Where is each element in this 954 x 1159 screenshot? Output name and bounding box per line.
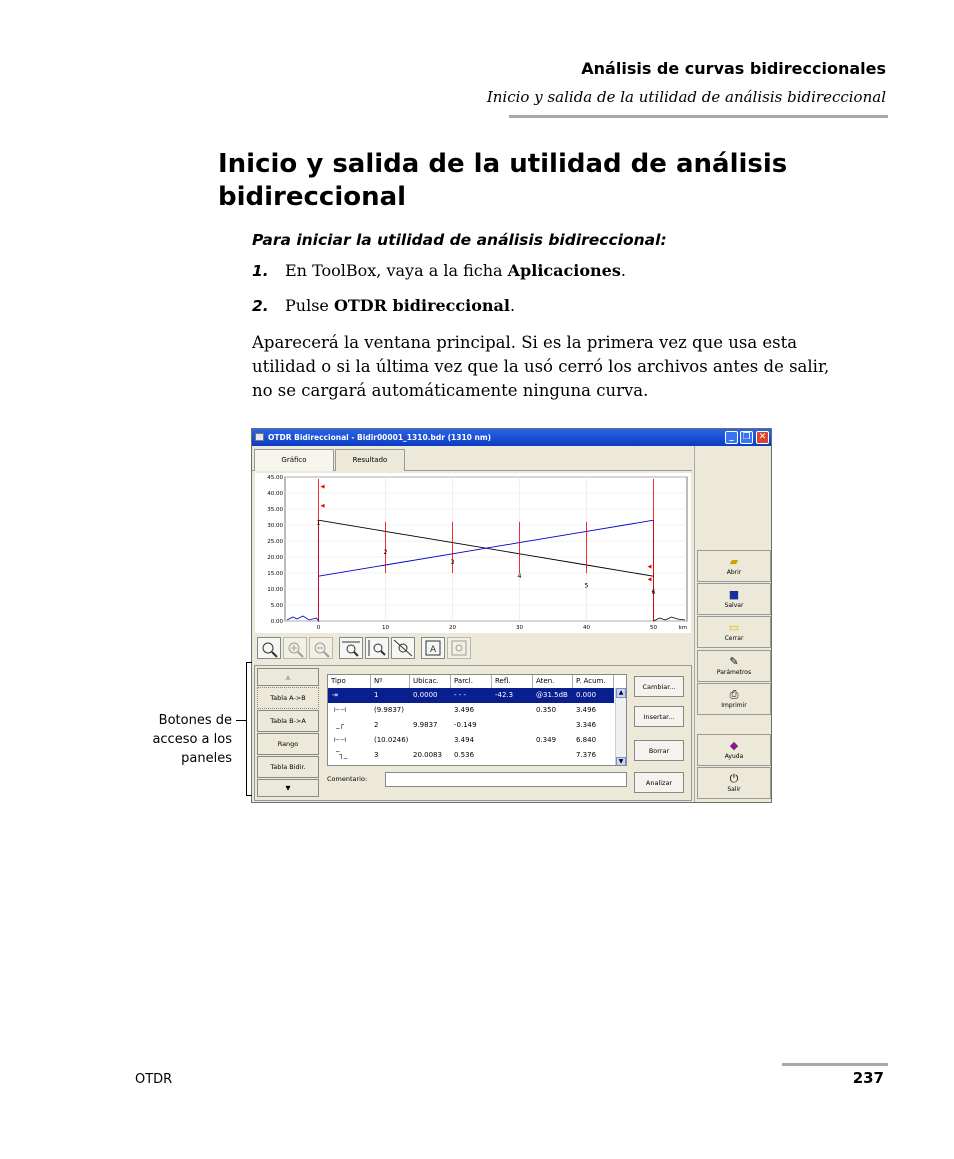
cell-parcl: 3.496 (454, 706, 475, 714)
nav-tabla-bidir[interactable]: Tabla Bidir. (257, 756, 319, 778)
x-unit-label: km (678, 625, 688, 631)
cell-num: (10.0246) (374, 736, 409, 744)
y-tick-label: 25.00 (267, 539, 283, 545)
cell-pacum: 0.000 (576, 691, 597, 699)
x-tick-label: 10 (382, 625, 389, 631)
button-label: Salir (727, 786, 741, 793)
x-tick-label: 50 (650, 625, 657, 631)
plot-area (285, 477, 687, 621)
edit-icon: ✎ (729, 655, 739, 668)
cell-parcl: 0.536 (454, 751, 475, 759)
zoom-toolbar (255, 635, 691, 661)
events-table[interactable] (327, 674, 627, 766)
cambiar-button[interactable]: Cambiar... (634, 676, 684, 697)
app-icon (255, 433, 264, 441)
table-scrollbar[interactable] (615, 688, 626, 766)
nav-tabla-ab[interactable]: Tabla A->B (257, 687, 319, 709)
event-step-up-icon: _┌ (336, 721, 344, 729)
step-text: En ToolBox, vaya a la ficha (285, 261, 508, 280)
comment-label: Comentario: (327, 775, 368, 783)
event-number-label: 3 (450, 558, 455, 567)
button-label: Cerrar (724, 635, 744, 642)
procedure-title: Para iniciar la utilidad de análisis bidireccional: (252, 231, 667, 249)
comment-input[interactable] (385, 772, 627, 787)
section-heading: Inicio y salida de la utilidad de análisis bidireccional (218, 149, 788, 212)
y-tick-label: 15.00 (267, 571, 283, 577)
button-label: Ayuda (724, 753, 744, 760)
tab-grafico[interactable]: Gráfico (254, 449, 334, 471)
cell-num: 2 (374, 721, 379, 729)
cell-pacum: 6.840 (576, 736, 597, 744)
callout-bracket (246, 662, 252, 796)
analizar-button[interactable]: Analizar (634, 772, 684, 793)
col-parcl[interactable]: Parcl. (451, 675, 492, 688)
table-row[interactable] (328, 748, 614, 763)
window-titlebar (252, 429, 771, 446)
tab-bar (252, 446, 692, 471)
event-number-label: 6 (651, 587, 656, 596)
event-number-label: 1 (316, 519, 321, 527)
step-1 (252, 261, 626, 280)
table-row[interactable] (328, 733, 614, 748)
nav-down-arrow-icon[interactable]: ▼ (257, 779, 319, 797)
close-icon[interactable]: ✕ (756, 431, 769, 444)
results-pane (254, 665, 692, 801)
col-refl[interactable]: Refl. (492, 675, 533, 688)
cell-refl: -42.3 (495, 691, 514, 699)
cell-pacum: 7.376 (576, 751, 597, 759)
marker-a-icon[interactable] (421, 637, 445, 659)
save-disk-icon: ■ (728, 588, 740, 601)
abrir-button[interactable] (697, 550, 771, 582)
running-header-chapter: Análisis de curvas bidireccionales (581, 59, 886, 78)
zoom-horizontal-icon[interactable] (339, 637, 363, 659)
cell-parcl: -0.149 (454, 721, 477, 729)
zoom-in-icon[interactable] (283, 637, 307, 659)
scroll-up-icon[interactable]: ▲ (616, 688, 626, 698)
event-number-label: 2 (383, 547, 388, 556)
step-number: 2. (252, 297, 269, 315)
zoom-full-icon[interactable] (391, 637, 415, 659)
event-step-down-icon: ‾┐_ (336, 751, 348, 759)
body-paragraph: Aparecerá la ventana principal. Si es la primera vez que usa esta utilidad o si la última vez que la usó cerró los archivos antes de salir, no se cargará automáticamente ninguna curva. (252, 333, 830, 400)
parametros-button[interactable] (697, 650, 771, 682)
step-number: 1. (252, 262, 269, 280)
zoom-select-icon[interactable] (257, 637, 281, 659)
right-command-panel (694, 446, 772, 802)
event-number-label: 5 (584, 581, 589, 590)
step-bold: OTDR bidireccional (333, 296, 510, 315)
y-tick-label: 40.00 (267, 491, 283, 497)
button-label: Salvar (724, 602, 744, 609)
col-num[interactable]: Nº (371, 675, 410, 688)
cell-num: 3 (374, 751, 379, 759)
open-folder-icon: ▰ (729, 555, 739, 568)
ayuda-button[interactable] (697, 734, 771, 766)
panel-buttons-callout: Botones de acceso a los paneles (152, 713, 232, 766)
y-tick-label: 0.00 (270, 619, 283, 625)
nav-tabla-ba[interactable]: Tabla B->A (257, 710, 319, 732)
col-pacum[interactable]: P. Acum. (573, 675, 614, 688)
minimize-icon[interactable]: _ (725, 431, 738, 444)
col-aten[interactable]: Aten. (533, 675, 573, 688)
marker-settings-icon[interactable] (447, 637, 471, 659)
imprimir-button[interactable] (697, 683, 771, 715)
y-tick-label: 35.00 (267, 507, 283, 513)
window-title: OTDR Bidireccional - Bidir00001_1310.bdr (1310 nm) (268, 433, 492, 442)
cell-ubicac: 20.0083 (413, 751, 442, 759)
cell-parcl: - - - (454, 691, 467, 699)
zoom-out-icon[interactable] (309, 637, 333, 659)
cell-pacum: 3.496 (576, 706, 597, 714)
scroll-down-icon[interactable]: ▼ (616, 757, 626, 766)
x-tick-label: 40 (583, 625, 590, 631)
step-text-end: . (620, 261, 626, 280)
x-tick-label: 30 (516, 625, 523, 631)
page-number: 237 (852, 1069, 884, 1087)
cell-aten: 0.350 (536, 706, 557, 714)
power-icon: ⏻ (729, 772, 739, 785)
cell-num: 1 (374, 691, 379, 699)
event-span-icon: ⊢⊣ (334, 736, 347, 744)
y-tick-label: 5.00 (270, 603, 283, 609)
cell-parcl: 3.494 (454, 736, 475, 744)
event-number-label: 4 (517, 571, 522, 580)
cerrar-button[interactable] (697, 616, 771, 648)
callout-leader-line (236, 720, 246, 721)
running-header-section: Inicio y salida de la utilidad de análisis bidireccional (486, 88, 886, 106)
tab-resultado[interactable]: Resultado (335, 449, 405, 471)
cell-ubicac: 9.9837 (413, 721, 438, 729)
otdr-trace-plot[interactable] (255, 473, 691, 633)
close-folder-icon: ▭ (728, 621, 740, 634)
cell-ubicac: 0.0000 (413, 691, 438, 699)
table-row[interactable] (328, 703, 614, 718)
header-rule (509, 115, 888, 118)
y-tick-label: 10.00 (267, 587, 283, 593)
x-tick-label: 0 (316, 625, 321, 631)
help-book-icon: ◆ (729, 739, 739, 752)
otdr-bidir-window (251, 428, 772, 803)
insertar-button[interactable]: Insertar... (634, 706, 684, 727)
y-tick-label: 30.00 (267, 523, 283, 529)
nav-up-arrow-icon[interactable]: ▲ (257, 668, 319, 686)
table-row[interactable] (328, 718, 614, 733)
step-text: Pulse (285, 296, 334, 315)
step-2 (252, 296, 515, 315)
salir-button[interactable] (697, 767, 771, 799)
footer-rule (782, 1063, 888, 1066)
y-tick-label: 45.00 (267, 475, 283, 481)
event-launch-icon: ⇥ (332, 691, 338, 699)
button-label: Abrir (726, 569, 742, 576)
svg-text:A: A (430, 645, 437, 655)
salvar-button[interactable] (697, 583, 771, 615)
footer-product: OTDR (135, 1072, 173, 1087)
x-tick-label: 20 (449, 625, 456, 631)
cell-pacum: 3.346 (576, 721, 597, 729)
zoom-vertical-icon[interactable] (365, 637, 389, 659)
event-span-icon: ⊢⊣ (334, 706, 347, 714)
step-bold: Aplicaciones (507, 261, 621, 280)
col-ubicac[interactable]: Ubicac. (410, 675, 451, 688)
printer-icon: ⎙ (729, 688, 739, 701)
nav-rango[interactable]: Rango (257, 733, 319, 755)
restore-icon[interactable]: ❐ (740, 431, 753, 444)
table-row[interactable] (328, 688, 614, 703)
step-text-end: . (510, 296, 516, 315)
button-label: Imprimir (721, 702, 747, 709)
borrar-button[interactable]: Borrar (634, 740, 684, 761)
button-label: Parámetros (716, 669, 752, 676)
col-tipo[interactable]: Tipo (328, 675, 371, 688)
y-tick-label: 20.00 (267, 555, 283, 561)
cell-aten: @31.5dB (536, 691, 568, 699)
cell-num: (9.9837) (374, 706, 404, 714)
cell-aten: 0.349 (536, 736, 557, 744)
